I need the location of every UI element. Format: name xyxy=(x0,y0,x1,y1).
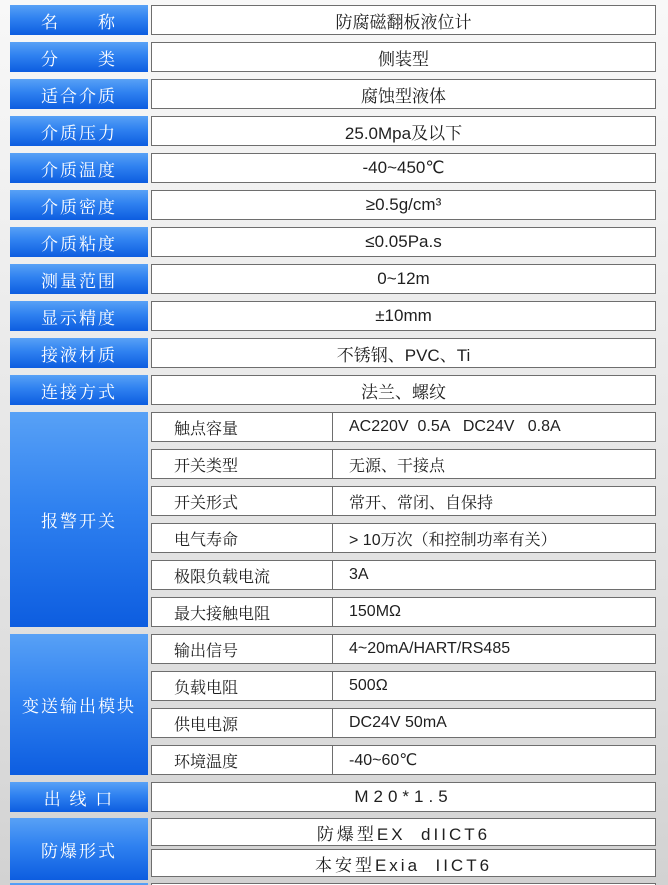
sub-label-max-contact-resistance: 最大接触电阻 xyxy=(152,598,333,626)
spec-row-cable-outlet xyxy=(10,782,656,812)
row-value-connection-type: 法兰、螺纹 xyxy=(151,375,656,405)
sub-value-electrical-life: > 10万次（和控制功率有关） xyxy=(349,531,557,549)
alarm-switch-label: 报警开关 xyxy=(10,412,148,627)
row-value-medium-density: ≥0.5g/cm³ xyxy=(151,190,656,220)
spec-row-suitable-medium xyxy=(10,79,656,109)
row-label-medium-density: 介质密度 xyxy=(10,190,148,220)
row-label-category: 分 类 xyxy=(10,42,148,72)
row-label-medium-viscosity: 介质粘度 xyxy=(10,227,148,257)
sub-value-ambient-temperature: -40~60℃ xyxy=(349,752,418,769)
spec-row-medium-density xyxy=(10,190,656,220)
sub-label-limit-load-current: 极限负载电流 xyxy=(152,561,333,589)
sub-label-electrical-life: 电气寿命 xyxy=(152,524,333,552)
spec-row-category xyxy=(10,42,656,72)
sub-row-max-contact-resistance xyxy=(151,597,656,627)
sub-value-output-signal: 4~20mA/HART/RS485 xyxy=(349,640,511,657)
spec-row-name xyxy=(10,5,656,35)
row-label-connection-type: 连接方式 xyxy=(10,375,148,405)
row-label-display-accuracy: 显示精度 xyxy=(10,301,148,331)
row-label-medium-temperature: 介质温度 xyxy=(10,153,148,183)
sub-label-switch-form: 开关形式 xyxy=(152,487,333,515)
row-value-medium-temperature: -40~450℃ xyxy=(151,153,656,183)
transmitter-module-label: 变送输出模块 xyxy=(10,634,148,775)
spec-row-medium-viscosity xyxy=(10,227,656,257)
explosion-proof-rows xyxy=(151,818,656,880)
sub-row-flameproof xyxy=(151,818,656,846)
row-label-medium-pressure: 介质压力 xyxy=(10,116,148,146)
sub-label-power-supply: 供电电源 xyxy=(152,709,333,737)
sub-row-output-signal xyxy=(151,634,656,664)
sub-row-contact-capacity xyxy=(151,412,656,442)
spec-row-wetted-material xyxy=(10,338,656,368)
sub-row-electrical-life xyxy=(151,523,656,553)
row-value-suitable-medium: 腐蚀型液体 xyxy=(151,79,656,109)
sub-value-flameproof: 防爆型EX dIICT6 xyxy=(316,824,491,844)
spec-row-display-accuracy xyxy=(10,301,656,331)
sub-row-switch-type xyxy=(151,449,656,479)
spec-row-measuring-range xyxy=(10,264,656,294)
row-value-medium-pressure: 25.0Mpa及以下 xyxy=(151,116,656,146)
explosion-proof-section xyxy=(10,818,656,880)
explosion-proof-label: 防爆形式 xyxy=(10,818,148,880)
sub-label-contact-capacity: 触点容量 xyxy=(152,413,333,441)
sub-value-contact-capacity: AC220V 0.5A DC24V 0.8A xyxy=(349,418,561,435)
spec-row-medium-temperature xyxy=(10,153,656,183)
sub-value-max-contact-resistance: 150MΩ xyxy=(349,603,401,620)
sub-label-load-resistance: 负载电阻 xyxy=(152,672,333,700)
alarm-switch-section xyxy=(10,412,656,627)
row-value-category: 侧装型 xyxy=(151,42,656,72)
sub-value-switch-form: 常开、常闭、自保持 xyxy=(349,494,494,512)
sub-row-ambient-temperature xyxy=(151,745,656,775)
sub-row-intrinsically-safe xyxy=(151,849,656,877)
row-value-cable-outlet: M20*1.5 xyxy=(151,782,656,812)
alarm-switch-rows xyxy=(151,412,656,627)
spec-row-connection-type xyxy=(10,375,656,405)
row-value-measuring-range: 0~12m xyxy=(151,264,656,294)
sub-value-power-supply: DC24V 50mA xyxy=(349,714,447,731)
row-label-name: 名 称 xyxy=(10,5,148,35)
transmitter-module-section xyxy=(10,634,656,775)
row-label-wetted-material: 接液材质 xyxy=(10,338,148,368)
sub-row-switch-form xyxy=(151,486,656,516)
transmitter-module-rows xyxy=(151,634,656,775)
row-value-display-accuracy: ±10mm xyxy=(151,301,656,331)
sub-value-limit-load-current: 3A xyxy=(349,566,369,583)
sub-label-switch-type: 开关类型 xyxy=(152,450,333,478)
sub-row-power-supply xyxy=(151,708,656,738)
sub-row-load-resistance xyxy=(151,671,656,701)
sub-value-intrinsically-safe: 本安型Exia IICT6 xyxy=(314,855,493,875)
row-value-medium-viscosity: ≤0.05Pa.s xyxy=(151,227,656,257)
row-label-measuring-range: 测量范围 xyxy=(10,264,148,294)
spec-row-medium-pressure xyxy=(10,116,656,146)
row-value-wetted-material: 不锈钢、PVC、Ti xyxy=(151,338,656,368)
row-label-suitable-medium: 适合介质 xyxy=(10,79,148,109)
sub-label-ambient-temperature: 环境温度 xyxy=(152,746,333,774)
sub-value-load-resistance: 500Ω xyxy=(349,677,388,694)
sub-value-switch-type: 无源、干接点 xyxy=(349,457,446,475)
row-value-name: 防腐磁翻板液位计 xyxy=(151,5,656,35)
row-label-cable-outlet: 出 线 口 xyxy=(10,782,148,812)
sub-row-limit-load-current xyxy=(151,560,656,590)
sub-label-output-signal: 输出信号 xyxy=(152,635,333,663)
